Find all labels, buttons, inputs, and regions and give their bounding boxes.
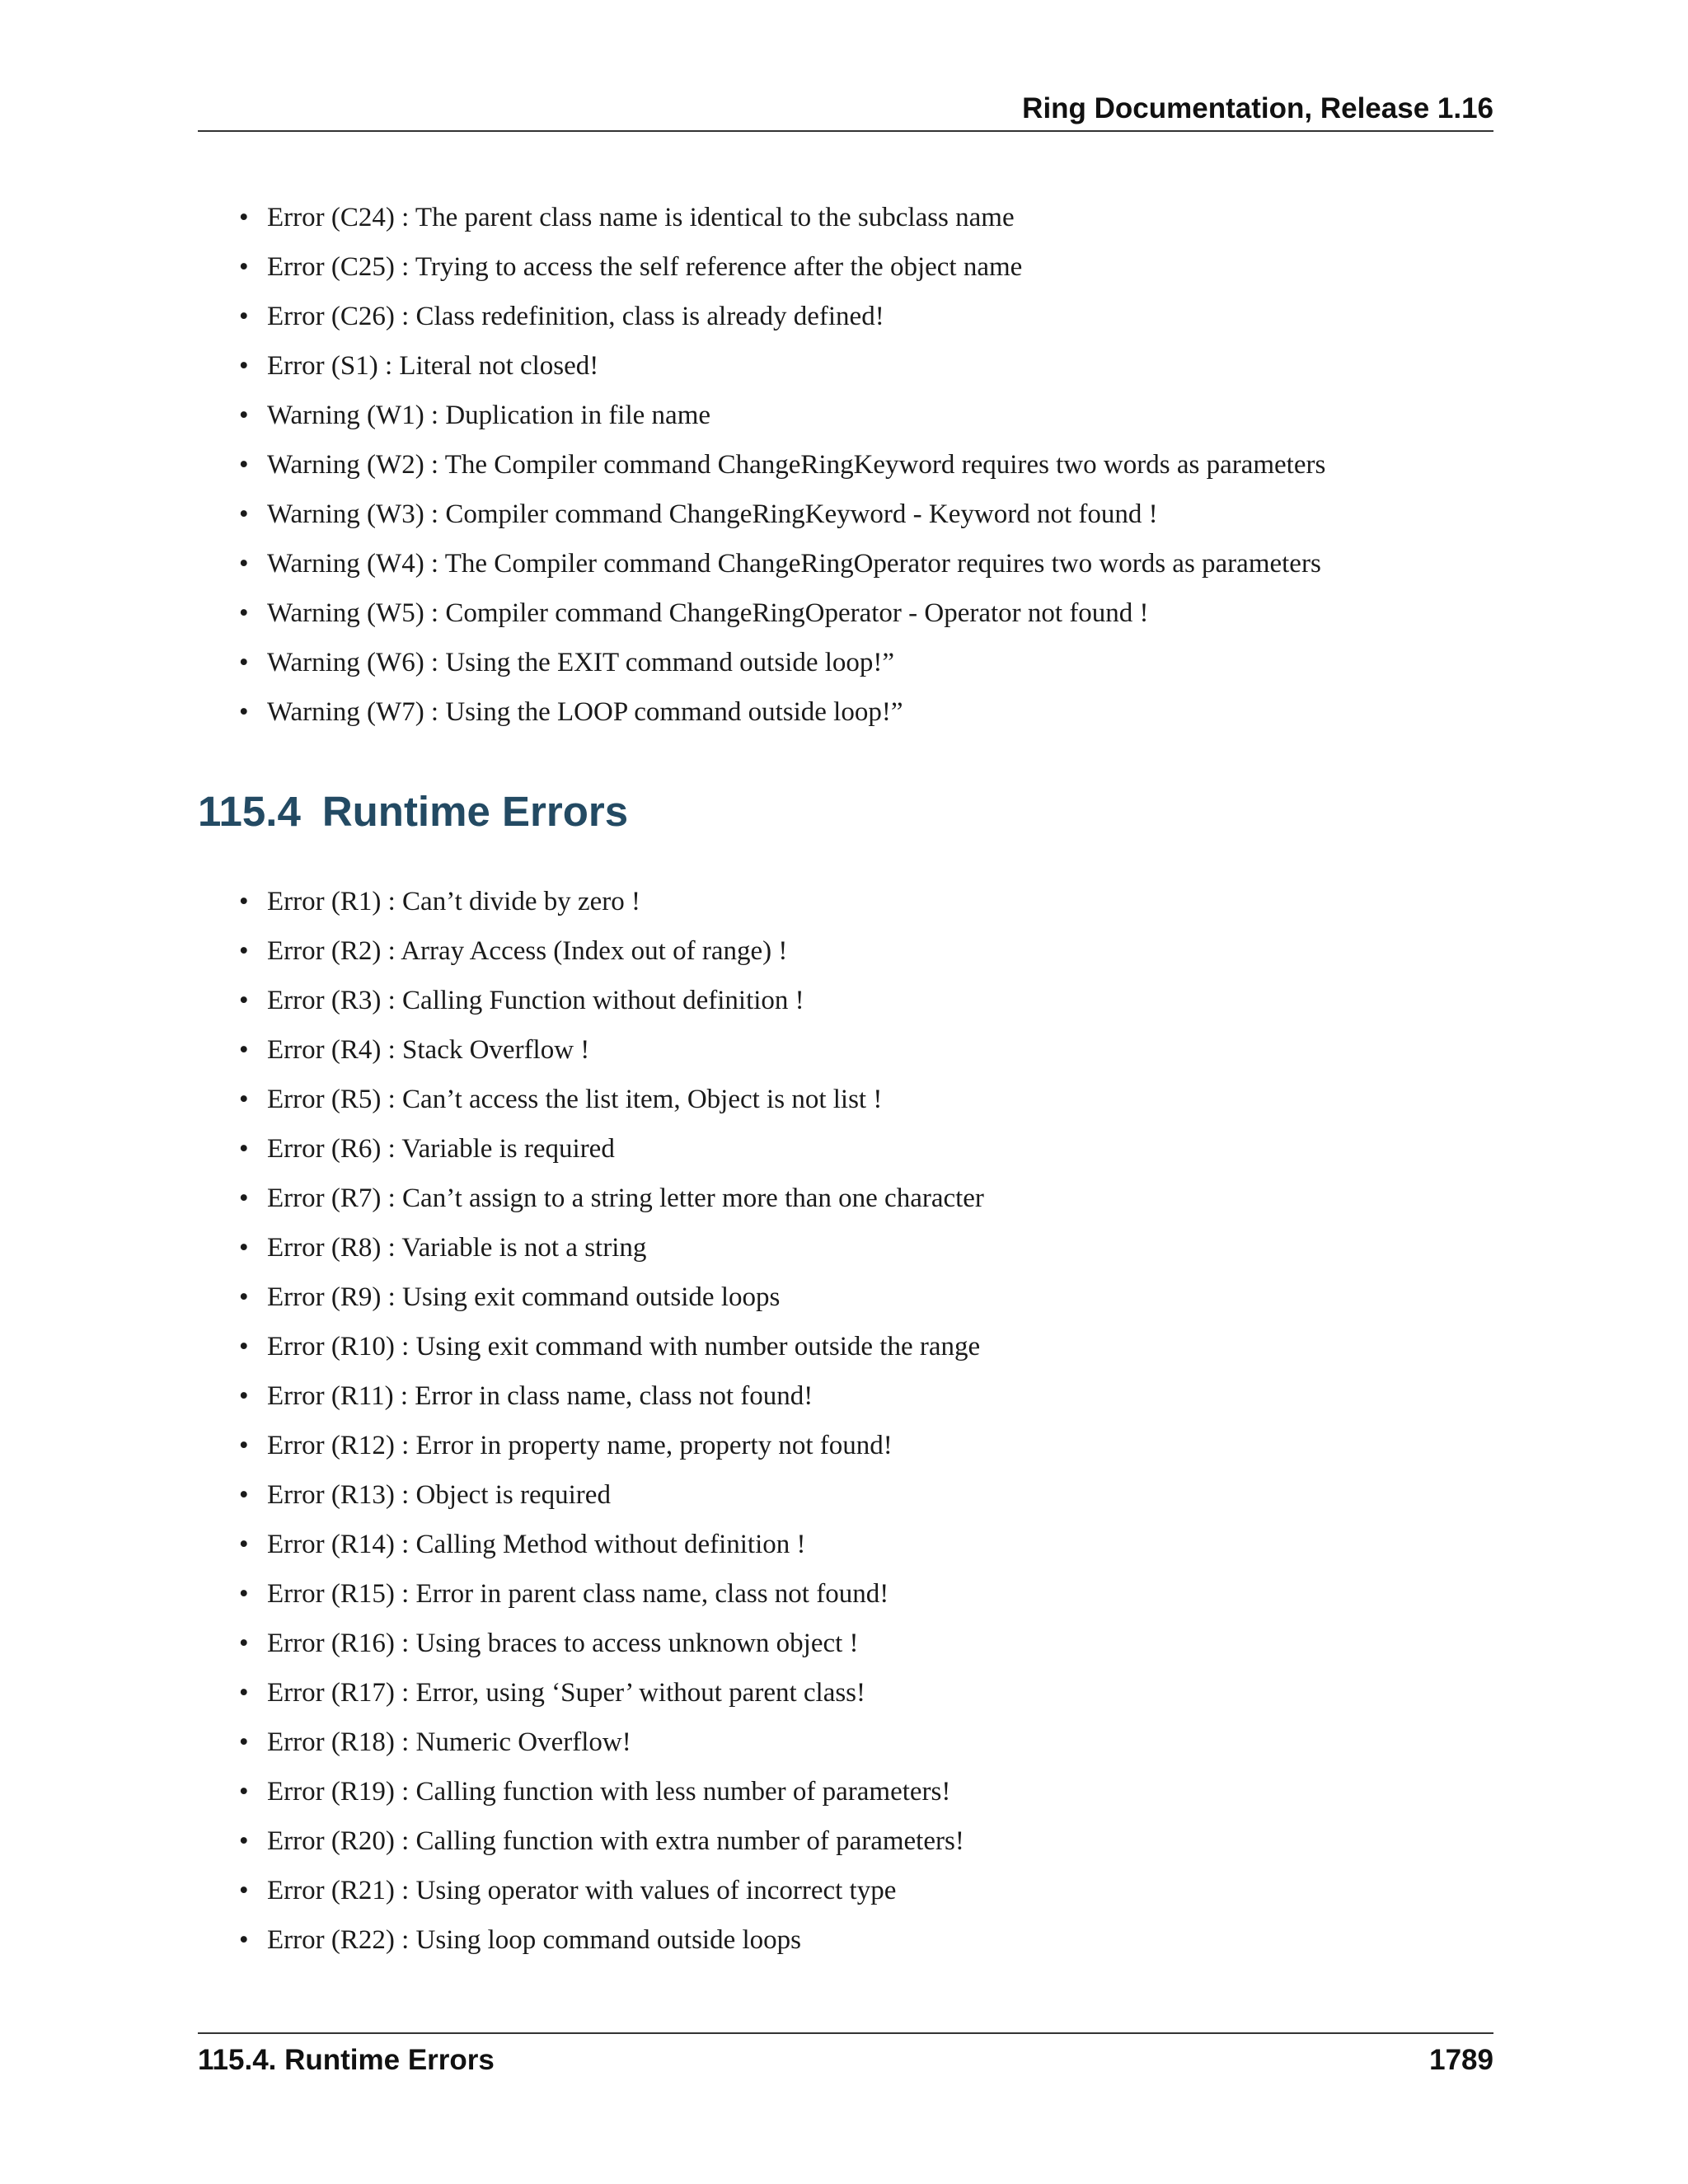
list-item: • Error (R18) : Numeric Overflow! [239, 1718, 984, 1767]
list-item: • Error (R16) : Using braces to access unknown object ! [239, 1619, 984, 1668]
list-item: • Error (R13) : Object is required [239, 1470, 984, 1520]
page-footer [198, 2032, 1493, 2083]
section-heading [198, 787, 628, 836]
section-number: 115.4 [198, 788, 301, 835]
list-item: • Error (R15) : Error in parent class name, class not found! [239, 1569, 984, 1619]
list-item: • Error (R2) : Array Access (Index out of range) ! [239, 926, 984, 976]
list-item: • Error (R19) : Calling function with less number of parameters! [239, 1767, 984, 1816]
list-item: • Warning (W6) : Using the EXIT command outside loop!” [239, 638, 1325, 687]
list-item: • Warning (W5) : Compiler command ChangeRingOperator - Operator not found ! [239, 588, 1325, 638]
list-item: • Error (R11) : Error in class name, class not found! [239, 1371, 984, 1421]
list-item: • Warning (W2) : The Compiler command ChangeRingKeyword requires two words as parameters [239, 440, 1325, 490]
list-item: • Error (R7) : Can’t assign to a string letter more than one character [239, 1174, 984, 1223]
page-number: 1789 [1429, 2044, 1493, 2076]
compile-errors-list [239, 193, 1325, 737]
list-item: • Warning (W7) : Using the LOOP command outside loop!” [239, 687, 1325, 737]
list-item: • Error (R17) : Error, using ‘Super’ without parent class! [239, 1668, 984, 1718]
section-title: Runtime Errors [321, 788, 629, 835]
list-item: • Error (R21) : Using operator with values of incorrect type [239, 1866, 984, 1915]
list-item: • Warning (W4) : The Compiler command ChangeRingOperator requires two words as parameters [239, 539, 1325, 588]
list-item: • Error (R22) : Using loop command outside loops [239, 1915, 984, 1965]
list-item: • Error (C24) : The parent class name is identical to the subclass name [239, 193, 1325, 242]
list-item: • Error (R4) : Stack Overflow ! [239, 1025, 984, 1075]
list-item: • Error (R6) : Variable is required [239, 1124, 984, 1174]
list-item: • Error (R20) : Calling function with extra number of parameters! [239, 1816, 984, 1866]
header-title: Ring Documentation, Release 1.16 [1022, 92, 1493, 124]
list-item: • Error (R3) : Calling Function without definition ! [239, 976, 984, 1025]
list-item: • Error (S1) : Literal not closed! [239, 341, 1325, 391]
list-item: • Error (R8) : Variable is not a string [239, 1223, 984, 1272]
list-item: • Warning (W3) : Compiler command ChangeRingKeyword - Keyword not found ! [239, 490, 1325, 539]
runtime-errors-list [239, 877, 984, 1965]
list-item: • Error (R9) : Using exit command outside loops [239, 1272, 984, 1322]
footer-section-title: 115.4. Runtime Errors [198, 2044, 495, 2076]
list-item: • Error (R5) : Can’t access the list item, Object is not list ! [239, 1075, 984, 1124]
list-item: • Warning (W1) : Duplication in file name [239, 391, 1325, 440]
page-header [198, 89, 1493, 132]
list-item: • Error (R1) : Can’t divide by zero ! [239, 877, 984, 926]
list-item: • Error (C25) : Trying to access the self reference after the object name [239, 242, 1325, 292]
list-item: • Error (R10) : Using exit command with number outside the range [239, 1322, 984, 1371]
list-item: • Error (R14) : Calling Method without definition ! [239, 1520, 984, 1569]
list-item: • Error (C26) : Class redefinition, class is already defined! [239, 292, 1325, 341]
list-item: • Error (R12) : Error in property name, property not found! [239, 1421, 984, 1470]
